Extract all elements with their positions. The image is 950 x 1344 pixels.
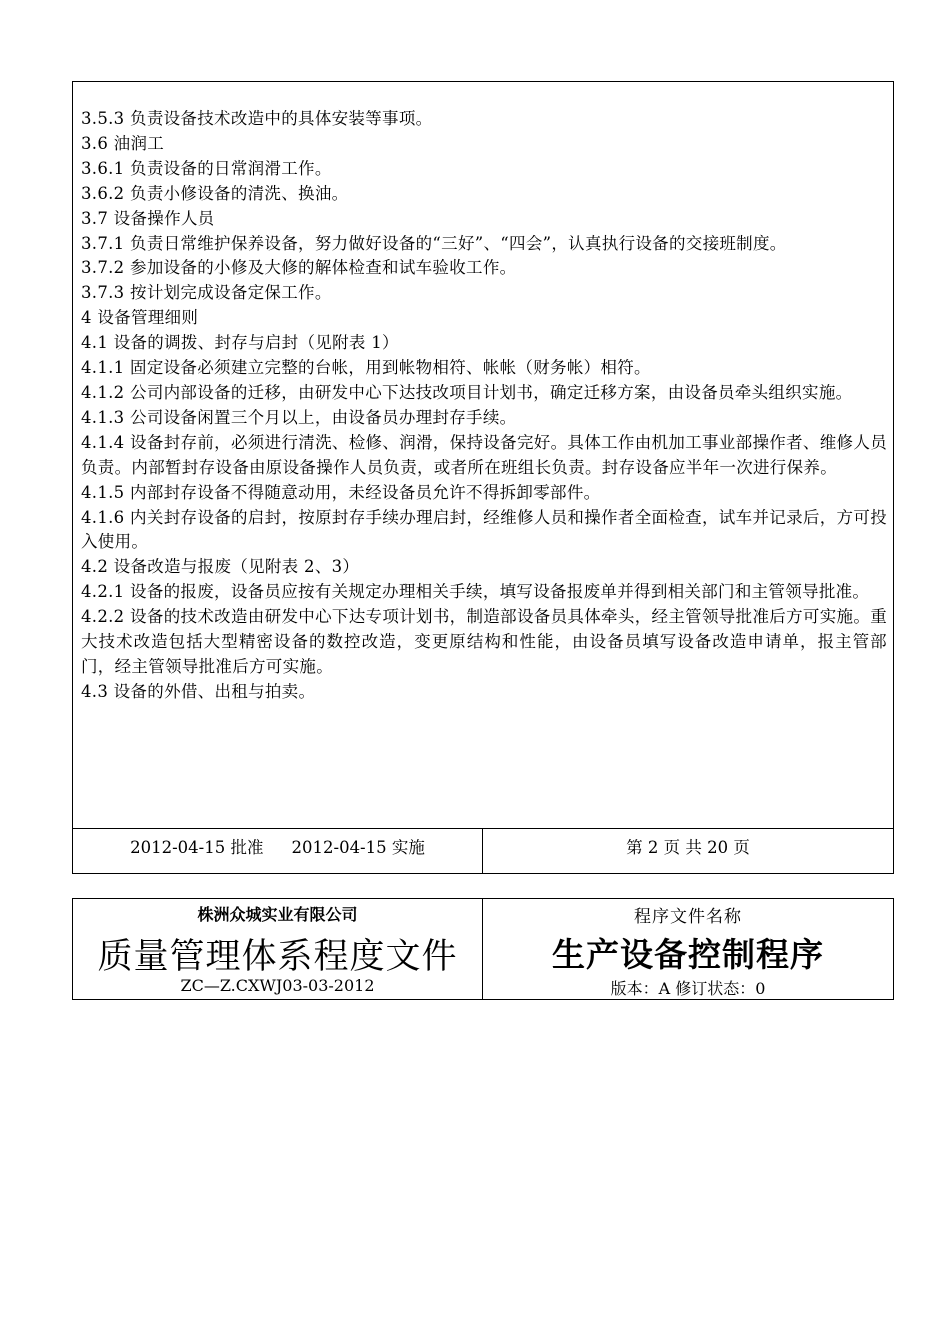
procedure-title: 生产设备控制程序 xyxy=(552,935,824,974)
paragraph: 4.3 设备的外借、出租与拍卖。 xyxy=(81,681,316,701)
paragraph: 3.7.3 按计划完成设备定保工作。 xyxy=(81,283,332,303)
effective-date: 2012-04-15 实施 xyxy=(291,838,425,857)
paragraph: 3.7 设备操作人员 xyxy=(81,208,215,228)
paragraph: 3.6.2 负责小修设备的清洗、换油。 xyxy=(81,183,349,203)
page-number: 第 2 页 共 20 页 xyxy=(626,838,750,857)
paragraph: 4.1.2 公司内部设备的迁移，由研发中心下达技改项目计划书，确定迁移方案，由设备员牵头组织实施。 xyxy=(81,382,853,402)
body-text xyxy=(81,107,887,705)
document-header xyxy=(72,898,894,1000)
paragraph: 4.1.1 固定设备必须建立完整的台帐，用到帐物相符、帐帐（财务帐）相符。 xyxy=(81,358,651,378)
company-name: 株洲众城实业有限公司 xyxy=(197,905,358,924)
paragraph: 4.1.3 公司设备闲置三个月以上，由设备员办理封存手续。 xyxy=(81,407,517,427)
paragraph: 3.7.2 参加设备的小修及大修的解体检查和试车验收工作。 xyxy=(81,258,517,278)
content-frame xyxy=(72,81,894,874)
paragraph: 4 设备管理细则 xyxy=(81,308,199,328)
paragraph: 4.1.5 内部封存设备不得随意动用，未经设备员允许不得拆卸零部件。 xyxy=(81,482,601,502)
header-right xyxy=(483,899,893,999)
paragraph: 4.1.4 设备封存前，必须进行清洗、检修、润滑，保持设备完好。具体工作由机加工事业部操作者、维修人员负责。内部暂封存设备由原设备操作人员负责，或者所在班组长负责。封存设备应半年一次进行保养。 xyxy=(81,432,887,477)
version-info: 版本：A 修订状态：0 xyxy=(610,979,766,998)
paragraph: 3.5.3 负责设备技术改造中的具体安装等事项。 xyxy=(81,109,433,128)
paragraph: 3.6.1 负责设备的日常润滑工作。 xyxy=(81,158,332,178)
paragraph: 3.6 油润工 xyxy=(81,133,165,153)
document-code: ZC—Z.CXWJ03-03-2012 xyxy=(180,976,375,995)
paragraph: 4.2.1 设备的报废，设备员应按有关规定办理相关手续，填写设备报废单并得到相关部门和主管领导批准。 xyxy=(81,582,870,602)
page-footer xyxy=(73,828,893,874)
procedure-label: 程序文件名称 xyxy=(634,907,742,927)
footer-dates xyxy=(73,829,483,874)
document-type: 质量管理体系程度文件 xyxy=(97,937,458,977)
paragraph: 4.2.2 设备的技术改造由研发中心下达专项计划书，制造部设备员具体牵头，经主管领导批准后方可实施。重大技术改造包括大型精密设备的数控改造，变更原结构和性能，由设备员填写设备改造申请单，报主管部门，经主管领导批准后方可实施。 xyxy=(81,607,887,676)
paragraph: 4.2 设备改造与报废（见附表 2、3） xyxy=(81,557,360,577)
approval-date: 2012-04-15 批准 xyxy=(130,838,264,857)
paragraph: 4.1 设备的调拨、封存与启封（见附表 1） xyxy=(81,333,399,353)
paragraph: 4.1.6 内关封存设备的启封，按原封存手续办理启封，经维修人员和操作者全面检查，试车并记录后，方可投入使用。 xyxy=(81,507,887,552)
paragraph: 3.7.1 负责日常维护保养设备，努力做好设备的“三好”、“四会”，认真执行设备的交接班制度。 xyxy=(81,233,787,253)
header-left xyxy=(73,899,483,999)
